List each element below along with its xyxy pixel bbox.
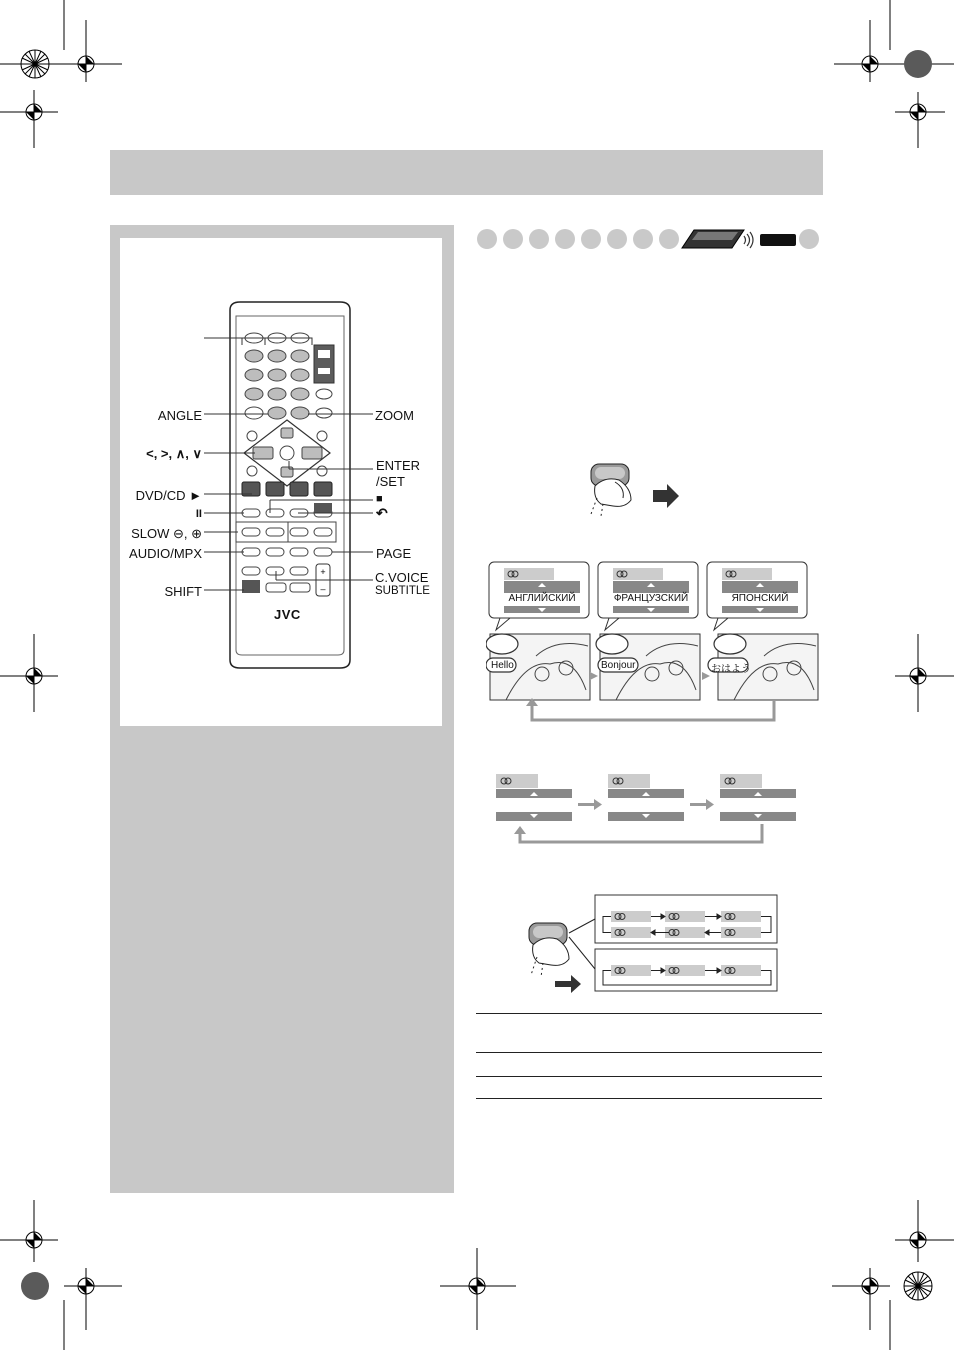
- subtitle-text-3: おはよう: [711, 664, 751, 675]
- table-rule-3: [476, 1076, 822, 1077]
- c-voice-label: C.VOICE: [375, 570, 429, 585]
- svg-text:+: +: [320, 567, 326, 577]
- table-rule-1: [476, 1013, 822, 1014]
- cursor-buttons-label: <, >, ∧, ∨: [146, 446, 202, 461]
- stop-label: ■: [376, 493, 383, 505]
- subtitle-label: SUBTITLE: [375, 585, 430, 597]
- dvd-cd-label: DVD/CD ►: [135, 488, 202, 503]
- page-label: PAGE: [376, 546, 412, 561]
- disc-type-indicator: [476, 226, 822, 252]
- mode-cycle-illustration: [525, 893, 781, 993]
- language-option-3: ЯПОНСКИЙ: [731, 593, 789, 604]
- target-mark-bottom-left: [21, 1272, 49, 1300]
- language-option-1: АНГЛИЙСКИЙ: [508, 593, 576, 604]
- target-mark-top-left: [21, 50, 49, 78]
- audio-mpx-label: AUDIO/MPX: [129, 546, 202, 561]
- zoom-label: ZOOM: [375, 408, 414, 423]
- slow-label: SLOW ⊖, ⊕: [131, 526, 202, 541]
- enter-set-label-2: /SET: [376, 474, 405, 489]
- table-rule-4: [476, 1098, 822, 1099]
- remote-brand-logo: JVC: [274, 607, 301, 622]
- target-mark-top-right: [904, 50, 932, 78]
- language-option-2: ФРАНЦУЗСКИЙ: [613, 593, 689, 604]
- header-bar: [110, 150, 823, 195]
- return-icon: ↶: [376, 505, 388, 521]
- angle-label: ANGLE: [157, 408, 202, 423]
- subtitle-text-1: Hello: [491, 660, 514, 671]
- audio-cycle-illustration: [494, 772, 800, 852]
- enter-set-label: ENTER: [376, 458, 421, 473]
- subtitle-demo-illustration: [486, 560, 822, 730]
- subtitle-text-2: Bonjour: [601, 660, 636, 671]
- shift-label: SHIFT: [164, 584, 202, 599]
- press-button-illustration: [585, 458, 685, 518]
- pause-label: II: [195, 508, 202, 520]
- table-rule-2: [476, 1052, 822, 1053]
- svg-text:–: –: [320, 584, 326, 594]
- target-mark-bottom-right: [904, 1272, 932, 1300]
